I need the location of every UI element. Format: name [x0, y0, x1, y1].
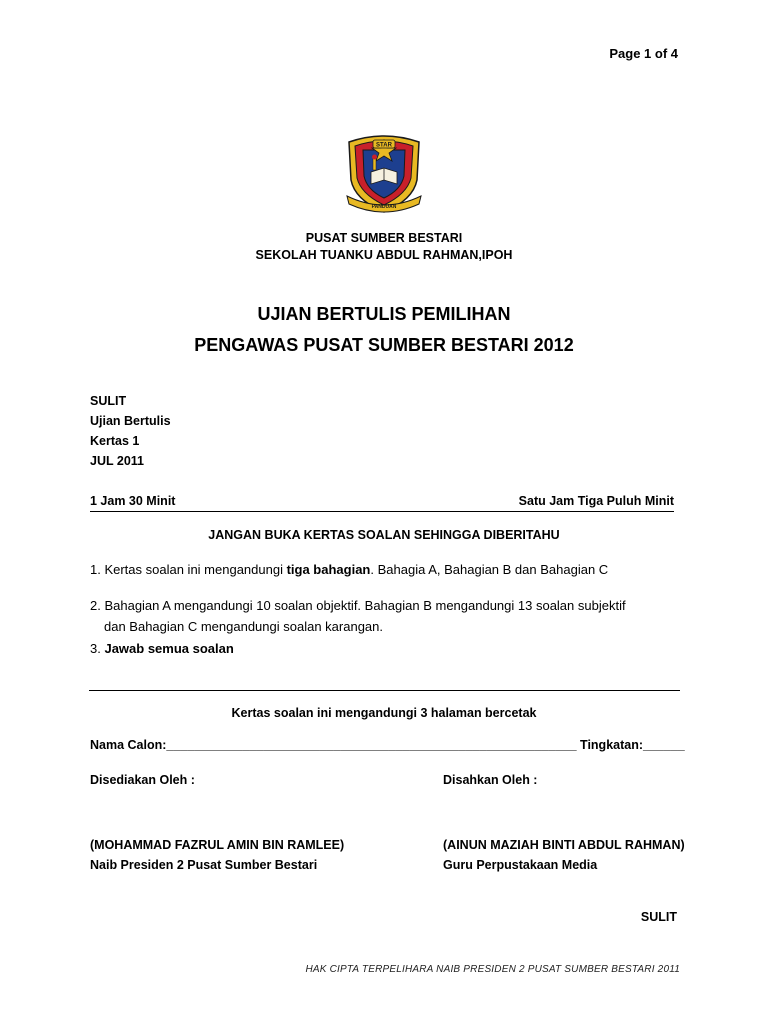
- approved-by-block: [443, 835, 685, 875]
- instruction-1-pre: 1. Kertas soalan ini mengandungi: [90, 562, 287, 577]
- instruction-2: [90, 595, 690, 637]
- duration-numeric: 1 Jam 30 Minit: [90, 494, 176, 508]
- instruction-3-bold: Jawab semua soalan: [104, 641, 234, 656]
- instruction-1-post: . Bahagia A, Bahagian B dan Bahagian C: [370, 562, 609, 577]
- divider: [89, 690, 680, 691]
- instruction-1-bold: tiga bahagian: [286, 562, 371, 577]
- instruction-2-line-1: 2. Bahagian A mengandungi 10 soalan objektif. Bahagian B mengandungi 13 soalan subjektif: [90, 598, 626, 613]
- approved-by-role: Guru Perpustakaan Media: [443, 858, 598, 872]
- prepared-by-name: (MOHAMMAD FAZRUL AMIN BIN RAMLEE): [90, 838, 345, 852]
- duration-words: Satu Jam Tiga Puluh Minit: [518, 494, 674, 508]
- prepared-by-block: [90, 835, 344, 875]
- prepared-by-label: Disediakan Oleh :: [90, 773, 195, 787]
- classification-label: SULIT: [90, 394, 127, 408]
- do-not-open-warning: JANGAN BUKA KERTAS SOALAN SEHINGGA DIBERITAHU: [208, 528, 560, 542]
- school-line-2: SEKOLAH TUANKU ABDUL RAHMAN,IPOH: [255, 248, 513, 262]
- exam-date: JUL 2011: [90, 454, 144, 468]
- crest-banner-top: STAR: [376, 142, 392, 149]
- instruction-3: [90, 638, 690, 659]
- school-crest-logo: [343, 128, 425, 216]
- duration-row: [90, 494, 674, 512]
- page-number: Page 1 of 4: [609, 46, 678, 61]
- copyright-notice: HAK CIPTA TERPELIHARA NAIB PRESIDEN 2 PUSAT SUMBER BESTARI 2011: [305, 964, 680, 975]
- approved-by-name: (AINUN MAZIAH BINTI ABDUL RAHMAN): [443, 838, 685, 852]
- candidate-name-field[interactable]: Nama Calon:___________________________________________________________ Tingkatan:______: [90, 738, 685, 752]
- approved-by-label: Disahkan Oleh :: [443, 773, 538, 787]
- crest-banner-bottom: PANDUAN: [371, 204, 397, 210]
- exam-title-line-2: PENGAWAS PUSAT SUMBER BESTARI 2012: [194, 335, 574, 355]
- instruction-2-line-2: dan Bahagian C mengandungi soalan karangan.: [104, 619, 383, 634]
- exam-meta: [90, 391, 171, 471]
- school-heading: [0, 230, 768, 264]
- school-line-1: PUSAT SUMBER BESTARI: [305, 231, 463, 245]
- exam-title-line-1: UJIAN BERTULIS PEMILIHAN: [257, 304, 511, 324]
- printed-pages-note: Kertas soalan ini mengandungi 3 halaman bercetak: [231, 706, 537, 720]
- prepared-by-role: Naib Presiden 2 Pusat Sumber Bestari: [90, 858, 318, 872]
- footer-classification: SULIT: [640, 910, 677, 924]
- instruction-3-pre: 3.: [90, 641, 105, 656]
- exam-type: Ujian Bertulis: [90, 414, 171, 428]
- instruction-1: [90, 559, 690, 580]
- paper-number: Kertas 1: [90, 434, 140, 448]
